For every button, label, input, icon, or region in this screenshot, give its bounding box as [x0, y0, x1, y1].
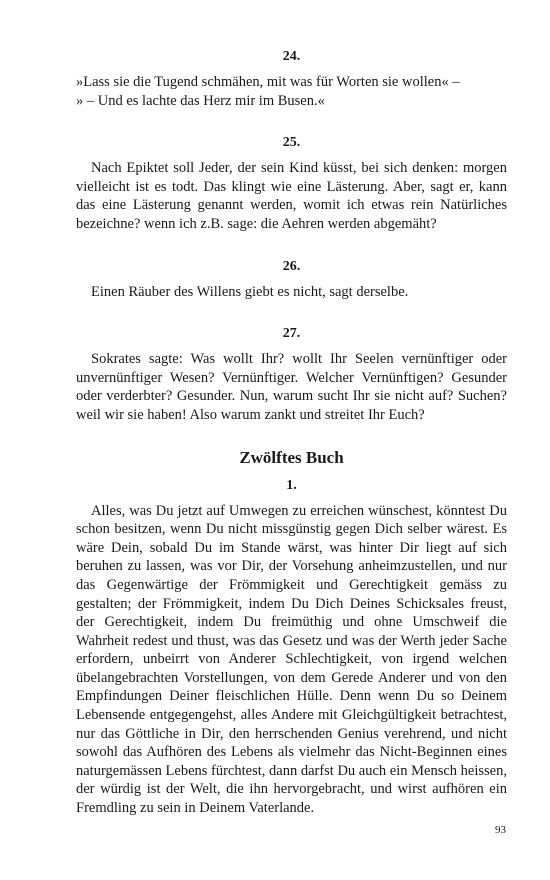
paragraph: Sokrates sagte: Was wollt Ihr? wollt Ihr Seelen vernünftiger oder unvernünftiger Wesen? Vernünftiger. Welcher Vernünftigen? Gesunder oder verderbter? Gesunder. Nun, warum sucht Ihr sie nicht auf? Suchen? weil wir sie haben! Also warum zankt und streitet Ihr Euch? [76, 351, 507, 423]
section-25 [76, 134, 507, 233]
book-twelve [76, 447, 507, 818]
section-26 [76, 258, 507, 302]
paragraph: Einen Räuber des Willens giebt es nicht, sagt derselbe. [91, 283, 409, 300]
paragraph: Alles, was Du jetzt auf Umwegen zu erreichen wünschest, könntest Du schon besitzen, wenn Du nicht missgünstig gegen Dich selber wärest. Es wäre Dein, sobald Du im Stande wärst, was hinter Dir liegt auf sich beruhen zu lassen, was vor Dir, der Vorsehung anheimzustellen, und nur das Gegenwärtige der Frömmigkeit und Gerechtigkeit gemäss zu gestalten; der Frömmigkeit, indem Du Dich Deines Schicksales freust, der Gerechtigkeit, indem Du freimüthig und ohne Umschweif die Wahrheit redest und thust, was das Gesetz und was der Werth jeder Sache erfordern, unbeirrt von Anderer Schlechtigkeit, von irgend welchen übelangebrachten Vorstellungen, von dem Gerede Anderer und von den Empfindungen Deiner fleischlichen Hülle. Denn wenn Du so Deinem Lebensende entgegengehst, alles Andere mit Gleichgültigkeit betrachtest, nur das Göttliche in Dir, den herrschenden Genius verehrend, und nicht sowohl das Aufhören des Lebens als vielmehr das Nicht-Beginnen eines naturgemässen Lebens fürchtest, dann darfst Du auch ein Mensch heissen, der würdig ist der Welt, die ihn hervorgebracht, und wirst aufhören ein Fremdling zu sein in Deinem Vaterlande. [76, 502, 507, 817]
section-27 [76, 325, 507, 424]
paragraph: Nach Epiktet soll Jeder, der sein Kind küsst, bei sich denken: morgen vielleicht ist es todt. Das klingt wie eine Lästerung. Aber, sagt er, kann das eine Lästerung genannt werden, womit ich etwas rein Natürliches bezeichne? wenn ich z.B. sage: die Aehren werden abgemäht? [76, 160, 507, 232]
page-body [76, 48, 507, 818]
section-number: 25. [282, 135, 301, 151]
section-number: 27. [282, 326, 301, 342]
section-number: 1. [286, 477, 297, 493]
section-number: 24. [282, 49, 301, 64]
section-gap [76, 234, 507, 258]
section-gap [76, 425, 507, 447]
section-number: 26. [282, 258, 301, 274]
quote-line-2: » – Und es lachte das Herz mir im Busen.« [76, 92, 325, 109]
quote-line-1: »Lass sie die Tugend schmähen, mit was für Worten sie wollen« – [76, 74, 460, 90]
page-number: 93 [495, 824, 506, 836]
section-gap [76, 110, 507, 134]
section-24 [76, 48, 507, 110]
section-gap [76, 301, 507, 325]
book-title: Zwölftes Buch [239, 447, 344, 467]
